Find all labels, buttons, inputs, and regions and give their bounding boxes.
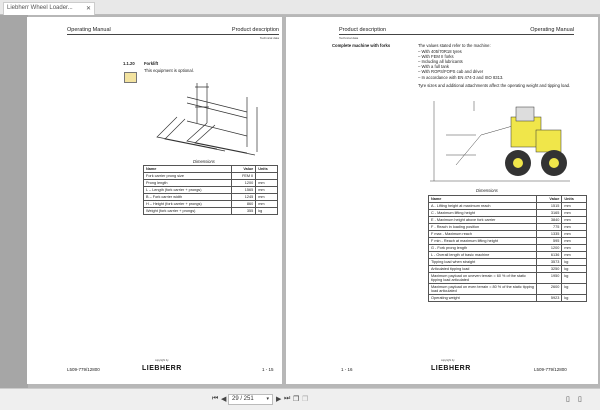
viewer-gutter: [0, 15, 28, 388]
cell-value: 5923: [537, 295, 562, 302]
bullet-item: – Including all lubricants: [418, 58, 463, 64]
cell-name: C - Maximum lifting height: [429, 210, 537, 217]
header-sub: Technical data: [339, 36, 359, 40]
table-row: [429, 295, 587, 302]
page-left: [27, 17, 282, 384]
page-field-value: 29 / 251: [232, 396, 254, 402]
cell-units: mm: [256, 194, 278, 201]
header-right: Product description: [231, 27, 279, 33]
col-header: Name: [429, 196, 537, 203]
wheel-loader-drawing: [426, 95, 576, 187]
single-page-view-icon[interactable]: ❐: [302, 396, 309, 403]
table-row: [144, 208, 278, 215]
table-row: [429, 284, 587, 295]
figure-caption: Dimensions: [476, 188, 498, 193]
cell-units: mm: [562, 210, 587, 217]
cell-name: Maximum payload on uneven terrain = 60 % of the static tipping load articulated: [429, 273, 537, 284]
header-left: Product description: [339, 27, 387, 33]
bullet-item: – With a full tank: [418, 64, 449, 70]
close-icon[interactable]: ✕: [85, 6, 91, 12]
table-row: [429, 266, 587, 273]
table-row: [144, 187, 278, 194]
cell-value: 1950: [537, 273, 562, 284]
cell-value: 3165: [537, 210, 562, 217]
table-row: [429, 231, 587, 238]
table-row: [429, 203, 587, 210]
cell-value: 595: [537, 238, 562, 245]
cell-value: 6136: [537, 252, 562, 259]
col-header: Units: [256, 166, 278, 173]
footer-code: L509-779/12800: [67, 367, 100, 372]
table-row: [429, 238, 587, 245]
col-header: Value: [537, 196, 562, 203]
cell-value: FEM II: [232, 173, 256, 180]
cell-units: mm: [562, 224, 587, 231]
bullet-item: – With 405/70R18 tyres: [418, 48, 462, 54]
bullet-item: – With ROPS/FOPS cab and driver: [418, 69, 484, 75]
cell-name: Articulated tipping load: [429, 266, 537, 273]
machine-table: [428, 195, 587, 302]
section-title: Forklift: [144, 61, 159, 66]
first-page-icon[interactable]: ⏮: [212, 395, 219, 402]
cell-name: F max - Maximum reach: [429, 231, 537, 238]
fit-width-icon[interactable]: ▯: [578, 396, 582, 403]
bullet-text: Including all lubricants: [421, 58, 463, 64]
table-row: [144, 201, 278, 208]
col-header: Value: [232, 166, 256, 173]
page-number-field[interactable]: 29 / 251 ▾: [228, 394, 273, 405]
page-header: [67, 27, 279, 35]
cell-name: G - Fork prong length: [429, 245, 537, 252]
bullet-item: – In accordance with EN 474-3 and ISO 8313.: [418, 74, 504, 80]
table-row: [144, 180, 278, 187]
two-page-view-icon[interactable]: ❐: [293, 396, 300, 403]
cell-name: H – Height (fork carrier + prongs): [144, 201, 232, 208]
tab-title: Liebherr Wheel Loader...: [7, 5, 73, 11]
forklift-drawing: [137, 77, 277, 159]
cell-value: 1565: [232, 187, 256, 194]
page-header: [339, 27, 574, 35]
cell-units: mm: [562, 238, 587, 245]
cell-value: 355: [232, 208, 256, 215]
bullet-text: With a full tank: [421, 64, 449, 70]
cell-units: mm: [256, 180, 278, 187]
forklift-table: [143, 165, 278, 215]
table-row: [429, 252, 587, 259]
cell-units: mm: [562, 203, 587, 210]
cell-value: 1245: [232, 194, 256, 201]
figure-caption: Dimensions: [193, 159, 215, 164]
cell-value: 1200: [537, 245, 562, 252]
cell-value: 775: [537, 224, 562, 231]
last-page-icon[interactable]: ⏭: [284, 395, 291, 402]
col-header: Units: [562, 196, 587, 203]
previous-page-icon[interactable]: ◀: [221, 396, 227, 403]
cell-name: Operating weight: [429, 295, 537, 302]
page-right: [286, 17, 598, 384]
option-icon: [124, 72, 137, 83]
table-row: [429, 245, 587, 252]
next-page-icon[interactable]: ▶: [276, 396, 282, 403]
cell-name: B – Fork carrier width: [144, 194, 232, 201]
header-left: Operating Manual: [67, 27, 111, 33]
table-row: [429, 224, 587, 231]
cell-value: 860: [232, 201, 256, 208]
cell-name: L - Overall length of basic machine: [429, 252, 537, 259]
copyright: copyright by: [441, 359, 455, 362]
table-row: [429, 217, 587, 224]
cell-units: mm: [562, 252, 587, 259]
cell-name: F min - Reach at maximum lifting height: [429, 238, 537, 245]
tab-bar: [0, 0, 600, 15]
footer-code: L509-779/12800: [534, 367, 567, 372]
fit-page-icon[interactable]: ▯: [566, 396, 570, 403]
cell-value: 3840: [537, 217, 562, 224]
bullet-text: With 405/70R18 tyres: [421, 48, 462, 54]
header-right: Operating Manual: [530, 27, 574, 33]
table-row: [144, 173, 278, 180]
cell-units: mm: [562, 217, 587, 224]
cell-value: 3573: [537, 259, 562, 266]
page-number: 1 - 16: [341, 367, 353, 372]
cell-units: kg: [562, 259, 587, 266]
section-number: 1.1.20: [123, 61, 135, 66]
cell-units: kg: [562, 295, 587, 302]
bullet-text: With ROPS/FOPS cab and driver: [421, 69, 484, 75]
cell-units: kg: [562, 273, 587, 284]
table-row: [429, 273, 587, 284]
col-header: Name: [144, 166, 232, 173]
cell-units: kg: [562, 284, 587, 295]
cell-value: 1200: [232, 180, 256, 187]
document-tab[interactable]: [3, 2, 95, 15]
cell-name: E - Maximum height above fork carrier: [429, 217, 537, 224]
intro-text: The values stated refer to the machine:: [418, 43, 491, 48]
table-row: [429, 259, 587, 266]
page-number: 1 - 15: [262, 367, 274, 372]
bullet-text: In accordance with EN 474-3 and ISO 8313.: [421, 74, 504, 80]
cell-name: F - Reach in loading position: [429, 224, 537, 231]
note-text: Tyre sizes and additional attachments affect the operating weight and tipping load.: [418, 83, 571, 88]
table-row: [144, 194, 278, 201]
header-sub: Technical data: [259, 36, 279, 40]
cell-name: Prong length: [144, 180, 232, 187]
cell-units: [256, 173, 278, 180]
cell-units: mm: [256, 187, 278, 194]
cell-value: 2600: [537, 284, 562, 295]
cell-units: kg: [256, 208, 278, 215]
liebherr-logo: LIEBHERR: [142, 365, 182, 372]
cell-name: L – Length (fork carrier + prongs): [144, 187, 232, 194]
cell-units: mm: [256, 201, 278, 208]
viewer-toolbar: [0, 388, 600, 410]
bullet-item: – With FEM II forks: [418, 53, 454, 59]
cell-name: A - Lifting height at maximum reach: [429, 203, 537, 210]
cell-units: mm: [562, 245, 587, 252]
section-text: This equipment is optional.: [144, 68, 194, 73]
cell-value: 1335: [537, 231, 562, 238]
cell-name: Maximum payload on even terrain = 80 % of the static tipping load articulated: [429, 284, 537, 295]
side-label: Complete machine with forks: [332, 43, 391, 48]
cell-units: mm: [562, 231, 587, 238]
table-row: [429, 210, 587, 217]
cell-units: kg: [562, 266, 587, 273]
cell-value: 1515: [537, 203, 562, 210]
copyright: copyright by: [155, 359, 169, 362]
cell-name: Weight (fork carrier + prongs): [144, 208, 232, 215]
cell-name: Tipping load when straight: [429, 259, 537, 266]
cell-value: 3250: [537, 266, 562, 273]
cell-name: Fork carrier prong size: [144, 173, 232, 180]
liebherr-logo: LIEBHERR: [431, 365, 471, 372]
bullet-text: With FEM II forks: [421, 53, 454, 59]
